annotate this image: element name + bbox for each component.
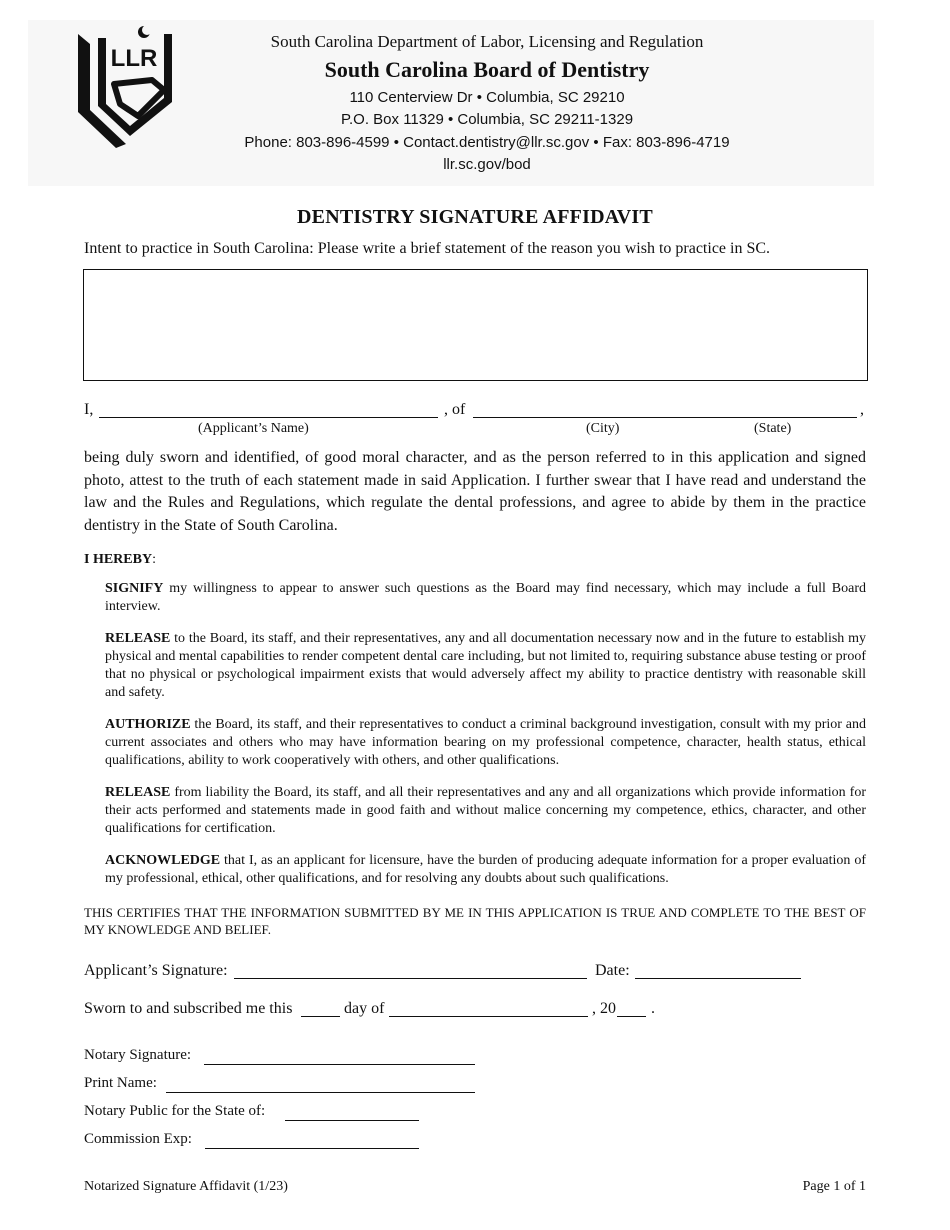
notary-signature-label: Notary Signature: bbox=[84, 1047, 192, 1063]
sworn-day-field[interactable] bbox=[301, 1002, 340, 1017]
clause-keyword: SIGNIFY bbox=[105, 581, 164, 596]
print-name-field[interactable] bbox=[166, 1078, 475, 1093]
clause-keyword: AUTHORIZE bbox=[105, 717, 191, 732]
applicant-signature-label: Applicant’s Signature: bbox=[84, 962, 228, 979]
name-caption: (Applicant’s Name) bbox=[198, 421, 309, 436]
applicant-city-state-field[interactable] bbox=[473, 403, 857, 418]
hereby-heading bbox=[84, 552, 156, 568]
notary-state-field[interactable] bbox=[285, 1106, 419, 1121]
clause-authorize bbox=[105, 716, 866, 770]
board-name: South Carolina Board of Dentistry bbox=[324, 57, 650, 82]
hereby-colon: : bbox=[152, 552, 156, 567]
applicant-name-field[interactable] bbox=[99, 403, 438, 418]
clause-text: that I, as an applicant for licensure, have the burden of producing adequate information for a proper evaluation of my professional, ethical, other qualifications, and for resolving any doubts about such qualifications. bbox=[105, 853, 866, 886]
notary-signature-field[interactable] bbox=[204, 1050, 475, 1065]
applicant-prefix: I, bbox=[84, 401, 94, 418]
applicant-signature-field[interactable] bbox=[234, 964, 587, 979]
clause-acknowledge bbox=[105, 852, 866, 888]
sworn-year-prefix: , 20 bbox=[592, 1000, 616, 1017]
intent-statement-field[interactable] bbox=[83, 269, 868, 381]
hereby-label: I HEREBY bbox=[84, 552, 153, 567]
applicant-suffix: , bbox=[860, 401, 864, 418]
date-field[interactable] bbox=[635, 964, 801, 979]
clause-text: from liability the Board, its staff, and all their representatives and any and all organizations which provide information for their acts performed and statements made in good faith and without malice concerning my competence, ethics, character, and other qualifications for certification. bbox=[105, 785, 866, 836]
street-address: 110 Centerview Dr • Columbia, SC 29210 bbox=[349, 89, 625, 106]
clause-release-documentation bbox=[105, 630, 866, 702]
llr-logo bbox=[68, 24, 182, 154]
print-name-label: Print Name: bbox=[84, 1075, 157, 1091]
po-box-address: P.O. Box 11329 • Columbia, SC 29211-1329 bbox=[340, 111, 634, 128]
notary-state-label: Notary Public for the State of: bbox=[84, 1103, 266, 1119]
contact-info: Phone: 803-896-4599 • Contact.dentistry@llr.sc.gov • Fax: 803-896-4719 bbox=[244, 134, 730, 151]
sworn-prefix: Sworn to and subscribed me this bbox=[84, 1000, 293, 1017]
commission-exp-label: Commission Exp: bbox=[84, 1131, 192, 1147]
state-caption: (State) bbox=[754, 421, 792, 436]
applicant-separator: , of bbox=[444, 401, 466, 418]
page-number: Page 1 of 1 bbox=[802, 1179, 866, 1194]
clause-keyword: ACKNOWLEDGE bbox=[105, 853, 221, 868]
clause-keyword: RELEASE bbox=[105, 631, 171, 646]
clause-text: my willingness to appear to answer such questions as the Board may find necessary, which may include a full Board interview. bbox=[105, 581, 866, 614]
sworn-year-field[interactable] bbox=[617, 1002, 646, 1017]
commission-exp-field[interactable] bbox=[205, 1134, 419, 1149]
clause-text: to the Board, its staff, and their representatives, any and all documentation necessary now and in the future to establish my physical and mental capabilities to render competent dental care including, but not limited to, requiring substance abuse testing or proof that no physical or psychological impairment exists that would adversely affect my ability to practice dentistry with reasonable skill and safety. bbox=[105, 631, 866, 700]
clause-signify bbox=[105, 580, 866, 616]
date-label: Date: bbox=[595, 962, 630, 979]
sworn-day-of: day of bbox=[344, 1000, 385, 1017]
sworn-month-field[interactable] bbox=[389, 1002, 588, 1017]
clause-release-liability bbox=[105, 784, 866, 838]
certification-statement: THIS CERTIFIES THAT THE INFORMATION SUBMITTED BY ME IN THIS APPLICATION IS TRUE AND COMPLETE TO THE BEST OF MY KNOWLEDGE AND BELIEF. bbox=[84, 905, 866, 937]
website: llr.sc.gov/bod bbox=[443, 156, 531, 173]
form-title: DENTISTRY SIGNATURE AFFIDAVIT bbox=[297, 206, 653, 228]
sworn-end: . bbox=[651, 1000, 655, 1017]
clause-text: the Board, its staff, and their representatives to conduct a criminal background investigation, consult with my prior and current associates and others who may have information bearing on my professional competence, character, health status, ethical qualifications, ability to work cooperatively with others, and other qualifications. bbox=[105, 717, 866, 768]
oath-paragraph: being duly sworn and identified, of good moral character, and as the person referred to in this application and signed photo, attest to the truth of each statement made in said Application. I further swear that I have read and understand the law and the Rules and Regulations, which regulate the dental professions, and agree to abide by them in the practice dentistry in the State of South Carolina. bbox=[84, 449, 866, 534]
form-id-footer: Notarized Signature Affidavit (1/23) bbox=[84, 1179, 288, 1194]
city-caption: (City) bbox=[586, 421, 620, 436]
logo-text: LLR bbox=[110, 45, 158, 72]
intent-prompt: Intent to practice in South Carolina: Please write a brief statement of the reason you wish to practice in SC. bbox=[84, 240, 771, 257]
department-name: South Carolina Department of Labor, Licensing and Regulation bbox=[270, 32, 704, 51]
clause-keyword: RELEASE bbox=[105, 785, 171, 800]
